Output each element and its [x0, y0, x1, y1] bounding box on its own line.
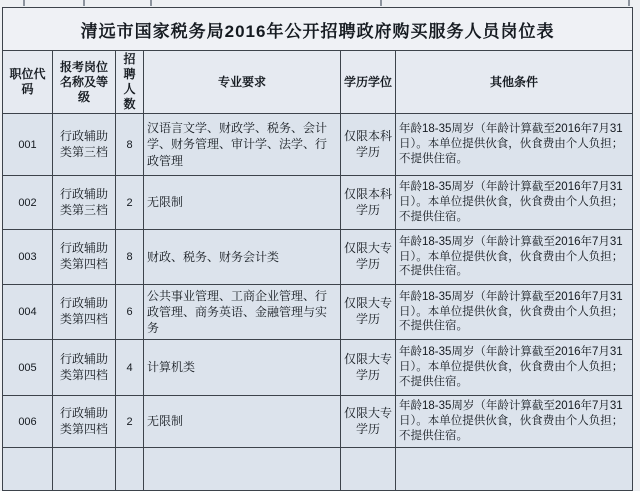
col-header-headcount: 招聘人数 [116, 51, 144, 114]
col-header-position-name: 报考岗位名称及等级 [53, 51, 116, 114]
cell-major: 无限制 [144, 176, 341, 230]
crop-remnant-tick [83, 0, 85, 6]
cell-headcount: 2 [116, 176, 144, 230]
cell-other: 年龄18-35周岁（年龄计算截至2016年7月31日）。本单位提供伙食，伙食费由个人负担；不提供住宿。 [396, 396, 633, 448]
cell-position-code: 005 [3, 340, 53, 396]
cell-position-code: 003 [3, 230, 53, 285]
col-header-major: 专业要求 [144, 51, 341, 114]
col-header-degree: 学历学位 [341, 51, 396, 114]
cell-major: 公共事业管理、工商企业管理、行政管理、商务英语、金融管理与实务 [144, 285, 341, 340]
cell-position-name: 行政辅助类第四档 [53, 230, 116, 285]
cell-headcount: 4 [116, 340, 144, 396]
crop-remnant-tick [380, 0, 382, 6]
table-title: 清远市国家税务局2016年公开招聘政府购买服务人员岗位表 [3, 8, 633, 51]
cell-position-name: 行政辅助类第四档 [53, 285, 116, 340]
cell-other: 年龄18-35周岁（年龄计算截至2016年7月31日）。本单位提供伙食，伙食费由个人负担；不提供住宿。 [396, 230, 633, 285]
table-header-row [3, 51, 633, 114]
cell-other: 年龄18-35周岁（年龄计算截至2016年7月31日）。本单位提供伙食，伙食费由个人负担；不提供住宿。 [396, 114, 633, 176]
cell-other: 年龄18-35周岁（年龄计算截至2016年7月31日）。本单位提供伙食，伙食费由个人负担；不提供住宿。 [396, 176, 633, 230]
table-row [3, 340, 633, 396]
cell-major: 计算机类 [144, 340, 341, 396]
cell-degree: 仅限本科学历 [341, 176, 396, 230]
table-title-row [3, 8, 633, 51]
cell-position-name: 行政辅助类第四档 [53, 396, 116, 448]
col-header-other: 其他条件 [396, 51, 633, 114]
cell-position-code: 001 [3, 114, 53, 176]
cell-position-code: 004 [3, 285, 53, 340]
cell-major: 无限制 [144, 396, 341, 448]
cell-headcount: 8 [116, 114, 144, 176]
crop-remnant-tick [628, 0, 630, 6]
cell-degree: 仅限大专学历 [341, 340, 396, 396]
cell-position-code: 006 [3, 396, 53, 448]
table-row [3, 114, 633, 176]
job-positions-table [2, 7, 633, 491]
cell-position-name: 行政辅助类第四档 [53, 340, 116, 396]
cell-degree: 仅限大专学历 [341, 230, 396, 285]
table-row [3, 396, 633, 448]
crop-remnant-tick [150, 0, 152, 6]
cell-headcount: 2 [116, 396, 144, 448]
cell-headcount: 6 [116, 285, 144, 340]
cell-headcount: 8 [116, 230, 144, 285]
col-header-position-code: 职位代码 [3, 51, 53, 114]
cell-position-name: 行政辅助类第三档 [53, 114, 116, 176]
table-row [3, 230, 633, 285]
table-row [3, 176, 633, 230]
cell-other: 年龄18-35周岁（年龄计算截至2016年7月31日）。本单位提供伙食，伙食费由个人负担；不提供住宿。 [396, 285, 633, 340]
cell-degree: 仅限大专学历 [341, 396, 396, 448]
cell-other: 年龄18-35周岁（年龄计算截至2016年7月31日）。本单位提供伙食，伙食费由个人负担；不提供住宿。 [396, 340, 633, 396]
cropped-table-row [3, 448, 633, 491]
cell-degree: 仅限大专学历 [341, 285, 396, 340]
cell-major: 财政、税务、财务会计类 [144, 230, 341, 285]
cell-position-code: 002 [3, 176, 53, 230]
cell-major: 汉语言文学、财政学、税务、会计学、财务管理、审计学、法学、行政管理 [144, 114, 341, 176]
cell-position-name: 行政辅助类第三档 [53, 176, 116, 230]
cell-degree: 仅限本科学历 [341, 114, 396, 176]
table-row [3, 285, 633, 340]
crop-remnant-tick [23, 0, 25, 6]
